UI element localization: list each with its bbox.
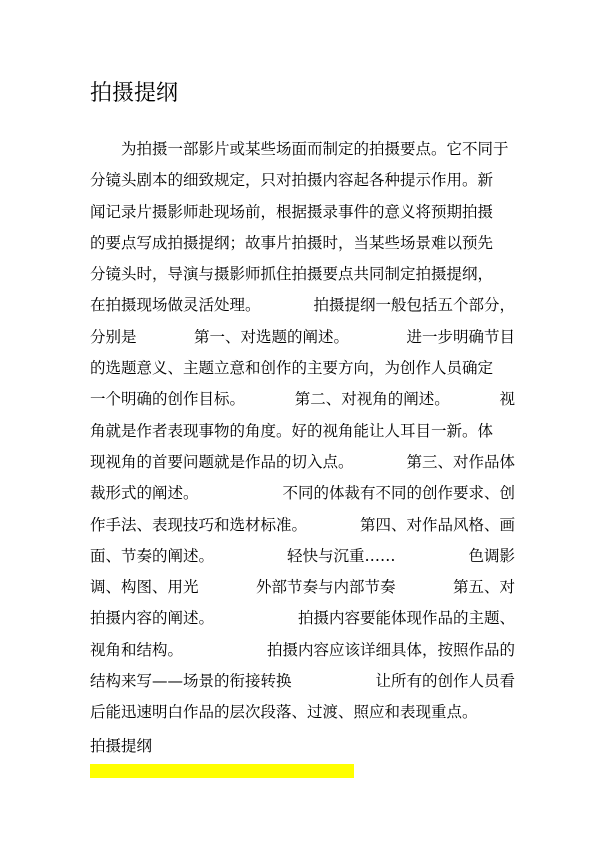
text-segment: 作手法、表现技巧和选材标准。 [90, 515, 308, 534]
text-segment: 色调影 [468, 546, 515, 565]
text-segment: 分镜头剧本的细致规定，只对拍摄内容起各种提示作用。新 [90, 171, 494, 190]
text-line [90, 603, 515, 634]
text-segment: 面、节奏的阐述。 [90, 546, 215, 565]
text-segment: 后能迅速明白作品的层次段落、过渡、照应和表现重点。 [90, 703, 478, 722]
text-line [90, 228, 515, 259]
text-segment: 拍摄内容的阐述。 [90, 609, 215, 628]
text-segment: 为拍摄一部影片或某些场面而制定的拍摄要点。它不同于 [121, 140, 509, 158]
body-paragraph [90, 134, 515, 729]
text-segment: 调、构图、用光 [90, 578, 199, 597]
text-segment: 外部节奏与内部节奏 [255, 578, 396, 597]
text-line [90, 697, 515, 728]
text-line [90, 510, 515, 541]
page-title: 拍摄提纲 [90, 81, 179, 106]
text-segment: 分镜头时，导演与摄影师抓住拍摄要点共同制定拍摄提纲， [90, 265, 494, 284]
text-segment: 第二、对视角的阐述。 [294, 390, 450, 409]
text-segment: 的选题意义、主题立意和创作的主要方向，为创作人员确定 [90, 359, 494, 378]
text-segment: 裁形式的阐述。 [90, 484, 199, 503]
footer-title: 拍摄提纲 [90, 737, 153, 755]
text-segment: 视 [499, 390, 515, 409]
text-segment: 一个明确的创作目标。 [90, 390, 246, 409]
text-line [90, 134, 515, 165]
text-segment: 现视角的首要问题就是作品的切入点。 [90, 452, 354, 471]
highlight-bar [90, 764, 354, 778]
text-segment: 拍摄内容应该详细具体，按照作品的 [266, 640, 515, 659]
text-line [90, 666, 515, 697]
text-segment: 拍摄内容要能体现作品的主题、 [297, 609, 515, 628]
text-segment: 在拍摄现场做灵活处理。 [90, 296, 261, 315]
text-line [90, 541, 515, 572]
text-segment: 轻快与沉重…… [286, 546, 396, 565]
text-segment: 闻记录片摄影师赴现场前，根据摄录事件的意义将预期拍摄 [90, 202, 494, 221]
text-line [90, 197, 515, 228]
text-line [90, 635, 515, 666]
text-line [90, 416, 515, 447]
text-segment: 分别是 [90, 327, 137, 346]
text-segment: 结构来写——场景的衔接转换 [90, 672, 292, 691]
text-segment: 拍摄提纲一般包括五个部分， [313, 296, 515, 315]
text-line [90, 290, 515, 321]
text-line [90, 478, 515, 509]
text-segment: 的要点写成拍摄提纲；故事片拍摄时，当某些场景难以预先 [90, 233, 494, 252]
text-line [90, 165, 515, 196]
text-segment: 不同的体裁有不同的创作要求、创 [282, 484, 515, 503]
text-segment: 第一、对选题的阐述。 [193, 327, 349, 346]
text-segment: 角就是作者表现事物的角度。好的视角能让人耳目一新。体 [90, 421, 494, 440]
text-line [90, 447, 515, 478]
text-line [90, 572, 515, 603]
text-segment: 视角和结构。 [90, 640, 184, 659]
text-segment: 第三、对作品体 [406, 452, 515, 471]
text-segment: 第四、对作品风格、画 [359, 515, 515, 534]
text-segment: 让所有的创作人员看 [375, 672, 515, 691]
text-line [90, 353, 515, 384]
text-line [90, 322, 515, 353]
text-line [90, 259, 515, 290]
text-line [90, 384, 515, 415]
text-segment: 进一步明确节目 [406, 327, 515, 346]
text-segment: 第五、对 [452, 578, 515, 597]
